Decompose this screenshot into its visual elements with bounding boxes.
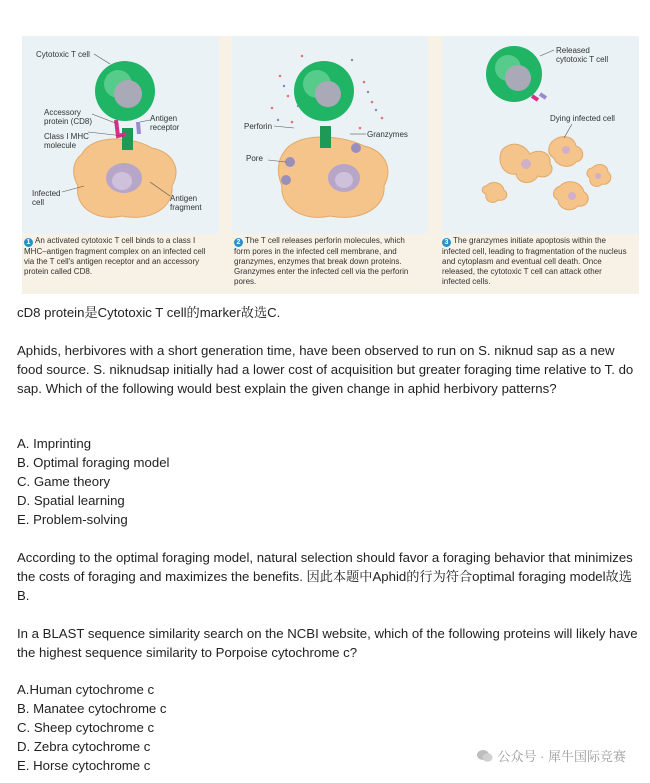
question-1-options: [17, 434, 642, 529]
option: E. Problem-solving: [17, 512, 128, 527]
label-mhc-molecule: Class I MHC molecule: [44, 132, 89, 150]
explanation-2: According to the optimal foraging model, natural selection should favor a foraging behavior that minimizes the costs of foraging and maximizes the benefits. 因此本题中Aphid的行为符合optimal foraging model故选B.: [17, 550, 633, 603]
option: C. Game theory: [17, 474, 111, 489]
caption-step-1: [24, 236, 210, 277]
option: B. Optimal foraging model: [17, 455, 170, 470]
option: A.Human cytochrome c: [17, 682, 155, 697]
caption-text: The T cell releases perforin molecules, which form pores in the infected cell membrane, and granzymes, enzymes that break down proteins. Granzymes enter the infected cell via the perforin pores.: [234, 236, 409, 286]
immune-figure: [22, 36, 639, 294]
wechat-icon: [477, 749, 493, 763]
label-granzymes: Granzymes: [367, 130, 408, 139]
caption-step-3: [442, 236, 628, 287]
step-number: 1: [24, 238, 33, 247]
option: A. Imprinting: [17, 436, 92, 451]
label-antigen-fragment: Antigen fragment: [170, 194, 202, 212]
caption-text: The granzymes initiate apoptosis within the infected cell, leading to fragmentation of the nucleus and cytoplasm and eventual cell death. Once released, the cytotoxic T cell can attack other infected cells.: [442, 236, 627, 286]
label-dying-infected-cell: Dying infected cell: [550, 114, 615, 123]
caption-step-2: [234, 236, 420, 287]
question-1-stem: Aphids, herbivores with a short generation time, have been observed to run on S. niknud sap as a new food source. S. niknudsap initially had a lower cost of acquisition but greater foraging time relative to T. do sap. Which of the following would best explain the given change in aphid herbivory patterns?: [17, 343, 634, 396]
label-perforin: Perforin: [244, 122, 273, 131]
watermark-text: 公众号 · 犀牛国际竞赛: [497, 749, 626, 764]
option: C. Sheep cytochrome c: [17, 720, 155, 735]
option: E. Horse cytochrome c: [17, 758, 151, 773]
option: D. Spatial learning: [17, 493, 125, 508]
apoptosis-illustration: [442, 36, 639, 234]
label-cytotoxic-t-cell: Cytotoxic T cell: [36, 50, 90, 59]
question-2-stem: In a BLAST sequence similarity search on the NCBI website, which of the following proteins will likely have the highest sequence similarity to Porpoise cytochrome c?: [17, 626, 638, 660]
label-antigen-receptor: Antigen receptor: [150, 114, 180, 132]
figure-panel-2: [232, 36, 428, 234]
option: D. Zebra cytochrome c: [17, 739, 151, 754]
explanation-1: cD8 protein是Cytotoxic T cell的marker故选C.: [17, 305, 281, 320]
step-number: 3: [442, 238, 451, 247]
watermark: [477, 746, 626, 765]
figure-panel-3: [442, 36, 639, 234]
label-released-t-cell: Released cytotoxic T cell: [556, 46, 609, 64]
label-infected-cell: Infected cell: [32, 189, 61, 207]
figure-panel-1: [22, 36, 219, 234]
label-accessory-protein: Accessory protein (CD8): [44, 108, 93, 126]
caption-text: An activated cytotoxic T cell binds to a class I MHC–antigen fragment complex on an infected cell via the T cell's antigen receptor and an accessory protein called CD8.: [24, 236, 206, 276]
step-number: 2: [234, 238, 243, 247]
option: B. Manatee cytochrome c: [17, 701, 167, 716]
label-pore: Pore: [246, 154, 263, 163]
